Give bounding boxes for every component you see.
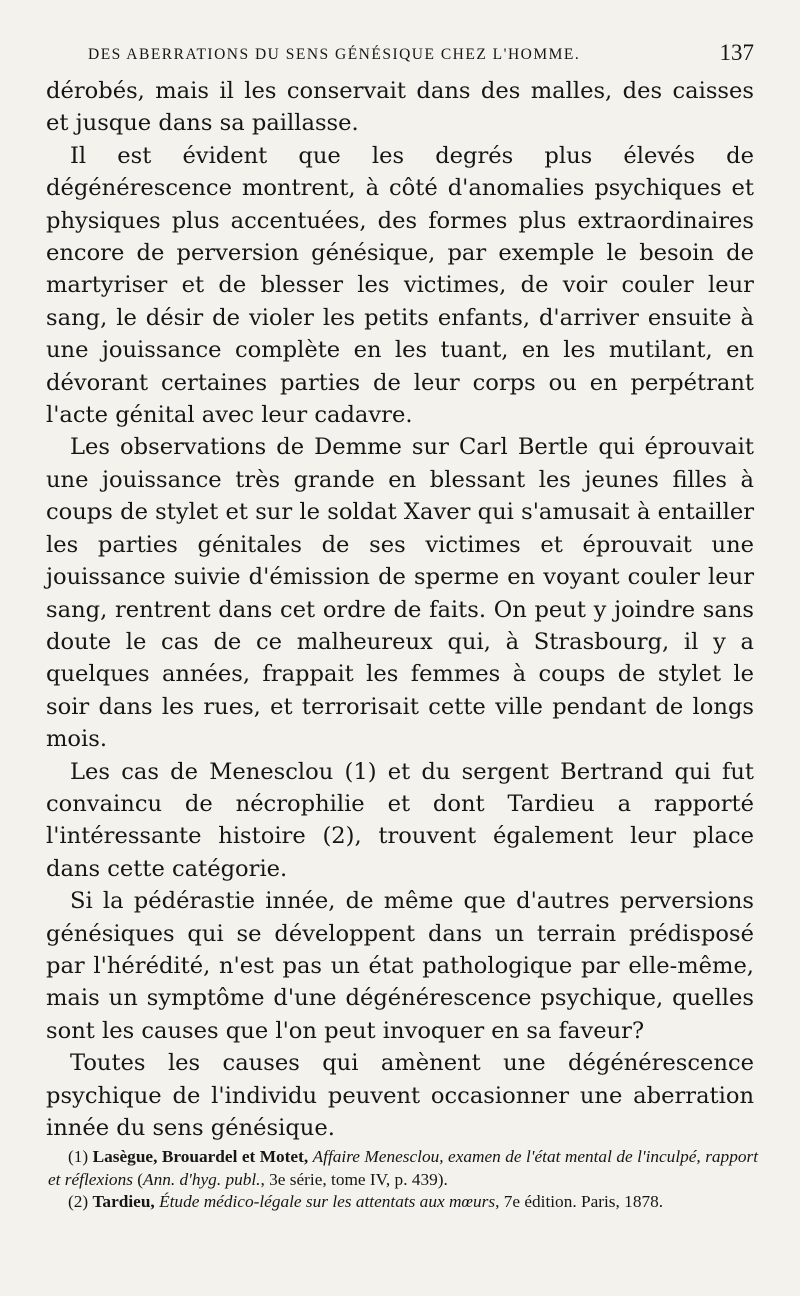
running-title: DES ABERRATIONS DU SENS GÉNÉSIQUE CHEZ L'HOMME. — [88, 46, 581, 63]
footnote-2-marker: (2) — [68, 1192, 89, 1211]
running-head — [88, 36, 754, 66]
paragraph-pederastie: Si la pédérastie innée, de même que d'autres perversions génésiques qui se développent dans un terrain prédisposé par l'hérédité, n'est pas un état pathologique par elle-même, mais un symptôme d'une dégénérescence psychique, quelles sont les causes que l'on peut invoquer en sa faveur? — [46, 888, 754, 1044]
paragraph-causes: Toutes les causes qui amènent une dégénérescence psychique de l'individu peuvent occasionner une aberration innée du sens génésique. — [46, 1050, 754, 1141]
page-number: 137 — [719, 40, 754, 65]
footnote-1-rest: , 3e série, tome IV, p. 439). — [260, 1169, 448, 1189]
footnote-1 — [48, 1146, 758, 1191]
footnote-2-author: Tardieu, — [92, 1192, 155, 1211]
footnote-2 — [48, 1191, 758, 1214]
footnote-1-title: Affaire Menesclou, examen de l'état mental de l'inculpé, rapport et réflexions — [48, 1147, 759, 1189]
paragraph-degenerescence: Il est évident que les degrés plus élevés de dégénérescence montrent, à côté d'anomalies psychiques et physiques plus accentuées, des formes plus extraordinaires encore de perversion génésique, par exemple le besoin de martyriser et de blesser les victimes, de voir couler leur sang, le désir de violer les petits enfants, d'arriver ensuite à une jouissance complète en les tuant, en les mutilant, en dévorant certaines parties de leur corps ou en perpétrant l'acte génital avec leur cadavre. — [46, 142, 754, 429]
footnote-1-open-paren: ( — [137, 1169, 144, 1189]
footnote-2-title: Étude médico-légale sur les attentats aux mœurs — [159, 1192, 496, 1211]
footnote-1-marker: (1) — [68, 1147, 89, 1166]
footnote-1-journal: Ann. d'hyg. publ. — [143, 1169, 261, 1189]
paragraph-menesclou: Les cas de Menesclou (1) et du sergent Bertrand qui fut convaincu de nécrophilie et dont Tardieu a rapporté l'intéressante histoire (2), trouvent également leur place dans cette catégorie. — [46, 758, 754, 882]
footnote-1-authors: Lasègue, Brouardel et Motet, — [92, 1147, 309, 1166]
paragraph-continuation: dérobés, mais il les conservait dans des malles, des caisses et jusque dans sa paillasse. — [46, 78, 754, 137]
body-text — [46, 75, 754, 1144]
paragraph-demme-observations: Les observations de Demme sur Carl Bertle qui éprouvait une jouissance très grande en blessant les jeunes filles à coups de stylet et sur le soldat Xaver qui s'amusait à entailler les parties génitales de ses victimes et éprouvait une jouissance suivie d'émission de sperme en voyant couler leur sang, rentrent dans cet ordre de faits. On peut y joindre sans doute le cas de ce malheureux qui, à Strasbourg, il y a quelques années, frappait les femmes à coups de stylet le soir dans les rues, et terrorisait cette ville pendant de longs mois. — [46, 434, 754, 753]
footnotes — [48, 1146, 758, 1214]
footnote-2-rest: , 7e édition. Paris, 1878. — [495, 1192, 664, 1211]
